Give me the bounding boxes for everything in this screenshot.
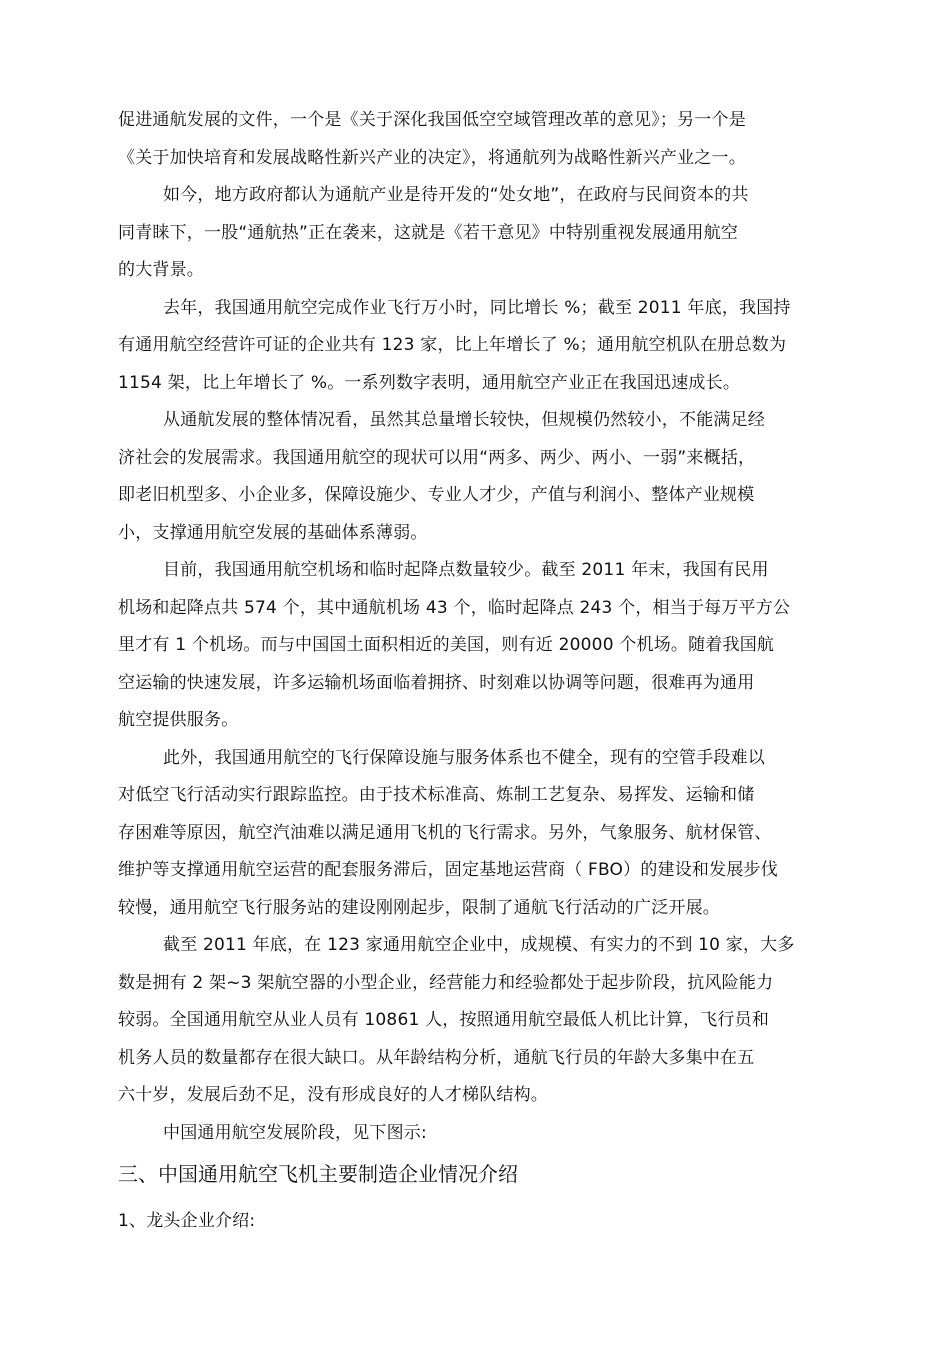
text-line: 如今，地方政府都认为通航产业是待开发的“处女地”，在政府与民间资本的共 [163, 185, 749, 205]
text-line: 存困难等原因，航空汽油难以满足通用飞机的飞行需求。另外，气象服务、航材保管、 [118, 823, 772, 843]
text-line: 数是拥有 2 架~3 架航空器的小型企业，经营能力和经验都处于起步阶段，抗风险能力 [118, 973, 774, 993]
subheading: 1、龙头企业介绍: [118, 1211, 256, 1231]
text-line: 济社会的发展需求。我国通用航空的现状可以用“两多、两少、两小、一弱”来概括， [118, 448, 756, 468]
text-line: 此外，我国通用航空的飞行保障设施与服务体系也不健全，现有的空管手段难以 [163, 748, 765, 768]
figure-caption-line: 中国通用航空发展阶段，见下图示: [163, 1123, 427, 1143]
text-line: 机务人员的数量都存在很大缺口。从年龄结构分析，通航飞行员的年龄大多集中在五 [118, 1048, 755, 1068]
text-line: 1154 架，比上年增长了 %。一系列数字表明，通用航空产业正在我国迅速成长。 [118, 373, 741, 393]
text-line: 六十岁，发展后劲不足，没有形成良好的人才梯队结构。 [118, 1085, 548, 1105]
text-line: 的大背景。 [118, 260, 204, 280]
text-line: 空运输的快速发展，许多运输机场面临着拥挤、时刻难以协调等问题，很难再为通用 [118, 673, 755, 693]
text-line: 维护等支撑通用航空运营的配套服务滞后，固定基地运营商（ FBO）的建设和发展步伐 [118, 860, 778, 880]
text-line: 《关于加快培育和发展战略性新兴产业的决定》，将通航列为战略性新兴产业之一。 [118, 148, 746, 168]
text-line: 较慢，通用航空飞行服务站的建设刚刚起步，限制了通航飞行活动的广泛开展。 [118, 898, 720, 918]
text-line: 即老旧机型多、小企业多，保障设施少、专业人才少，产值与利润小、整体产业规模 [118, 485, 755, 505]
text-line: 促进通航发展的文件，一个是《关于深化我国低空空域管理改革的意见》；另一个是 [118, 110, 746, 130]
text-line: 去年，我国通用航空完成作业飞行万小时，同比增长 %；截至 2011 年底，我国持 [163, 298, 791, 318]
text-line: 目前，我国通用航空机场和临时起降点数量较少。截至 2011 年末，我国有民用 [163, 560, 769, 580]
text-line: 里才有 1 个机场。而与中国国土面积相近的美国，则有近 20000 个机场。随着我国航 [118, 635, 775, 655]
text-line: 同青睐下，一股“通航热”正在袭来，这就是《若干意见》中特别重视发展通用航空 [118, 223, 739, 243]
text-line: 航空提供服务。 [118, 710, 239, 730]
section-heading: 三、中国通用航空飞机主要制造企业情况介绍 [118, 1162, 518, 1186]
text-line: 较弱。全国通用航空从业人员有 10861 人，按照通用航空最低人机比计算，飞行员和 [118, 1010, 770, 1030]
text-line: 机场和起降点共 574 个，其中通航机场 43 个，临时起降点 243 个，相当于每万平方公 [118, 598, 791, 618]
text-line: 对低空飞行活动实行跟踪监控。由于技术标准高、炼制工艺复杂、易挥发、运输和储 [118, 785, 755, 805]
text-line: 小，支撑通用航空发展的基础体系薄弱。 [118, 523, 428, 543]
text-line: 截至 2011 年底，在 123 家通用航空企业中，成规模、有实力的不到 10 家，大多 [163, 935, 795, 955]
text-line: 有通用航空经营许可证的企业共有 123 家，比上年增长了 %；通用航空机队在册总数为 [118, 335, 787, 355]
text-line: 从通航发展的整体情况看，虽然其总量增长较快，但规模仍然较小，不能满足经 [163, 410, 765, 430]
